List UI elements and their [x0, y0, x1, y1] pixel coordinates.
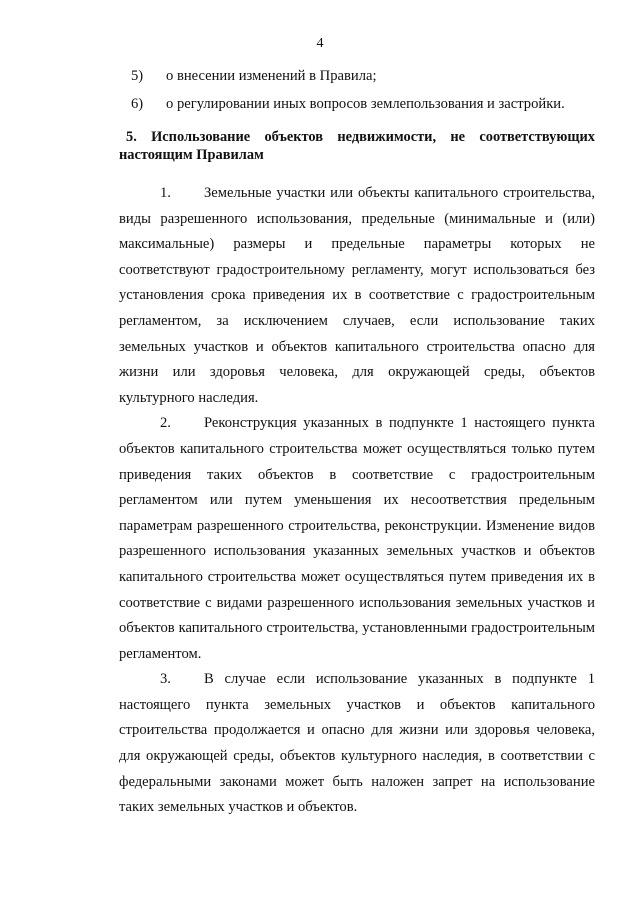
list-item-text: о внесении изменений в Правила;: [166, 68, 377, 84]
list-item: [119, 64, 595, 92]
paragraph-2: [119, 411, 595, 667]
list-item-number: 6): [131, 96, 144, 112]
paragraph-number: 3.: [160, 671, 171, 688]
section-heading: 5. Использование объектов недвижимости, не соответствующих настоящим Правилам: [119, 129, 595, 163]
paragraph-1: [119, 181, 595, 411]
paragraph-text: В случае если использование указанных в подпункте 1 настоящего пункта земельных участков и объектов капитального строительства продолжается и опасно для жизни или здоровья человека, для окружающей среды, объектов культурного наследия, в соответствии с федеральными законами может быть наложен запрет на использование таких земельных участков и объектов.: [119, 671, 595, 816]
list-item-text: о регулировании иных вопросов землепользования и застройки.: [166, 96, 565, 112]
list-item: [119, 92, 595, 120]
paragraph-text: Реконструкция указанных в подпункте 1 настоящего пункта объектов капитального строительства может осуществляться только путем приведения таких объектов в соответствие с градостроительным регламентом или путем уменьшения их несоответствия предельным параметрам разрешенного строительства, реконструкции. Изменение видов разрешенного использования указанных земельных участков и объектов капитального строительства может осуществляться путем приведения их в соответствие с видами разрешенного использования земельных участков и объектов капитального строительства, установленными градостроительным регламентом.: [119, 415, 595, 662]
list-item-number: 5): [131, 68, 144, 84]
page-content: [119, 64, 595, 821]
paragraph-number: 1.: [160, 185, 171, 201]
page-number: 4: [316, 36, 324, 51]
paragraph-text: Земельные участки или объекты капитального строительства, виды разрешенного использования, предельные (минимальные и (или) максимальные) размеры и предельные параметры которых не соответствуют градостроительному регламенту, могут использоваться без установления срока приведения их в соответствие с градостроительным регламентом, за исключением случаев, если использование таких земельных участков и объектов капитального строительства опасно для жизни или здоровья человека, для окружающей среды, объектов культурного наследия.: [119, 185, 595, 406]
paragraph-3: [119, 667, 595, 821]
paragraph-number: 2.: [160, 415, 171, 432]
